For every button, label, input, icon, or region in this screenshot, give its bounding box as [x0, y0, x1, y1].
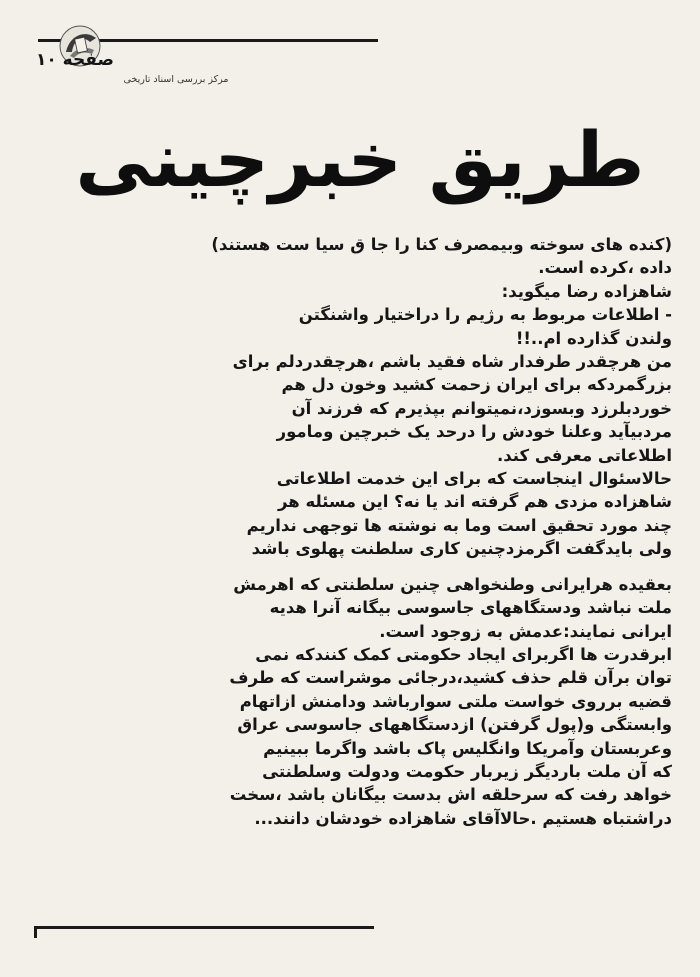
text-line: بزرگمردکه برای ایران زحمت کشید وخون دل هم	[281, 375, 672, 395]
text-line: شاهزاده رضا میگوید:	[501, 281, 672, 301]
text-line: (کنده های سوخته وبیمصرف کنا را جا ق سیا ست هستند)	[211, 235, 672, 254]
text-line: ولی بایدگفت اگرمزدچنین کاری سلطنت پهلوی باشد	[251, 539, 672, 559]
page-number: صفحه ۱۰	[36, 50, 114, 70]
text-line: من هرچقدر طرفدار شاه فقید باشم ،هرچقدردلم برای	[232, 352, 672, 372]
text-line: مردبیآید وعلنا خودش را درحد یک خبرچین ومامور	[276, 422, 672, 442]
text-line: خوردبلرزد وبسوزد،نمیتوانم بپذیرم که فرزند آن	[291, 398, 672, 418]
text-line: توان برآن قلم حذف کشید،درجائی موشراست که طرف	[229, 668, 672, 688]
bottom-rule	[34, 926, 374, 929]
paragraph-2	[38, 573, 672, 830]
text-line: ابرقدرت ها اگربرای ایجاد حکومتی کمک کنندکه نمی	[255, 644, 672, 664]
watermark-text: مرکز بررسی اسناد تاریخی	[123, 74, 229, 85]
text-line: - اطلاعات مربوط به رژیم را دراختیار واشنگتن	[298, 305, 672, 325]
text-line: چند مورد تحقیق است وما به نوشته ها توجهی نداریم	[246, 515, 672, 535]
text-line: خواهد رفت که سرحلقه اش بدست بیگانان باشد ،سخت	[229, 785, 672, 805]
article-headline: طریق خبرچینی	[75, 115, 645, 204]
text-line: وعربستان وآمریکا وانگلیس پاک باشد واگرما ببینیم	[263, 738, 672, 758]
text-line: ایرانی نمایند:عدمش به زوجود است.	[379, 621, 672, 641]
article-body	[38, 233, 672, 830]
text-line: حالاسئوال اینجاست که برای این خدمت اطلاعاتی	[276, 469, 672, 489]
bottom-rule-tick	[34, 926, 37, 938]
text-line: ملت نباشد ودستگاههای جاسوسی بیگانه آنرا هدیه	[269, 598, 672, 618]
text-line: ولندن گذارده ام..!!	[515, 328, 672, 348]
text-line: اطلاعاتی معرفی کند.	[497, 445, 672, 465]
text-line: قضیه برروی خواست ملتی سوارباشد ودامنش ازاتهام	[239, 691, 672, 711]
text-line: بعقیده هرایرانی وطنخواهی چنین سلطنتی که اهرمش	[233, 574, 672, 594]
text-line: داده ،کرده است.	[538, 258, 672, 278]
paragraph-1	[38, 233, 672, 561]
text-line: وابستگی و(پول گرفتن) ازدستگاههای جاسوسی عراق	[237, 715, 672, 735]
text-line: که آن ملت بارديگر زيربار حکومت ودولت وسلطنتی	[262, 761, 672, 781]
text-line: شاهزاده مزدی هم گرفته اند یا نه؟ این مسئله هر	[278, 492, 672, 512]
text-line: دراشتباه هستیم .حالاآقای شاهزاده خودشان دانند...	[254, 808, 672, 828]
